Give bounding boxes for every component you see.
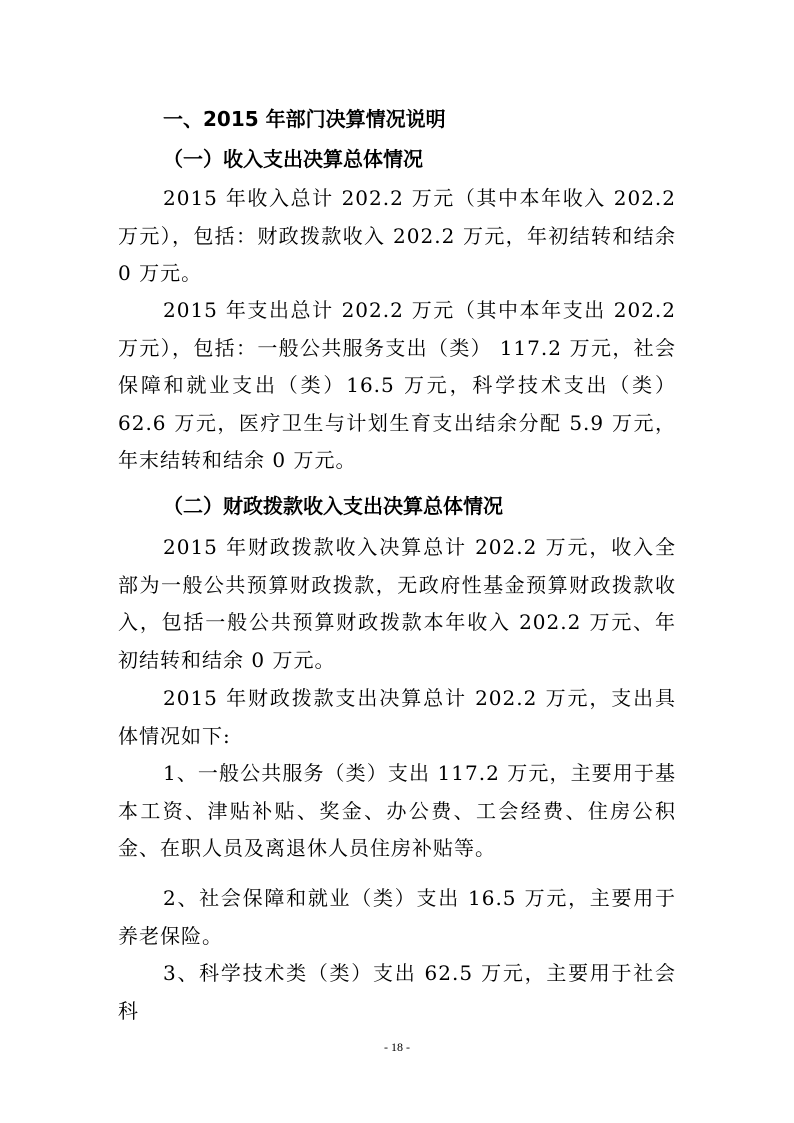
paragraph-item-2 — [118, 880, 676, 955]
paragraph-income-total — [118, 180, 676, 293]
paragraph-fiscal-expenditure — [118, 680, 676, 755]
paragraph-text: 2015 年财政拨款支出决算总计 202.2 万元，支出具体情况如下: — [118, 686, 676, 748]
paragraph-item-3 — [118, 955, 676, 1030]
paragraph-expenditure-total — [118, 292, 676, 480]
paragraph-text: 2015 年财政拨款收入决算总计 202.2 万元，收入全部为一般公共预算财政拨款，无政府性基金预算财政拨款收入，包括一般公共预算财政拨款本年收入 202.2 万元、年初结转和结余 0 万元。 — [118, 535, 676, 672]
paragraph-text: 2015 年支出总计 202.2 万元（其中本年支出 202.2 万元），包括：一般公共服务支出（类） 117.2 万元，社会保障和就业支出（类）16.5 万元，科学技术支出（类）62.6 万元，医疗卫生与计划生育支出结余分配 5.9 万元，年末结转和结余 0 万元。 — [118, 298, 676, 472]
paragraph-text: 2、社会保障和就业（类）支出 16.5 万元，主要用于养老保险。 — [118, 886, 676, 948]
section-heading: 一、2015 年部门决算情况说明 — [163, 107, 446, 131]
subsection-heading-fiscal-appropriation: （二）财政拨款收入支出决算总体情况 — [163, 494, 503, 518]
paragraph-text: 1、一般公共服务（类）支出 117.2 万元，主要用于基本工资、津贴补贴、奖金、办公费、工会经费、住房公积金、在职人员及离退休人员住房补贴等。 — [118, 761, 676, 860]
paragraph-text: 2015 年收入总计 202.2 万元（其中本年收入 202.2 万元），包括：财政拨款收入 202.2 万元，年初结转和结余 0 万元。 — [118, 186, 676, 285]
paragraph-text: 3、科学技术类（类）支出 62.5 万元，主要用于社会科 — [118, 961, 676, 1023]
paragraph-fiscal-income — [118, 529, 676, 679]
subsection-heading-income-expenditure: （一）收入支出决算总体情况 — [163, 147, 423, 171]
paragraph-item-1 — [118, 755, 676, 868]
page-number: - 18 - — [384, 1040, 410, 1054]
